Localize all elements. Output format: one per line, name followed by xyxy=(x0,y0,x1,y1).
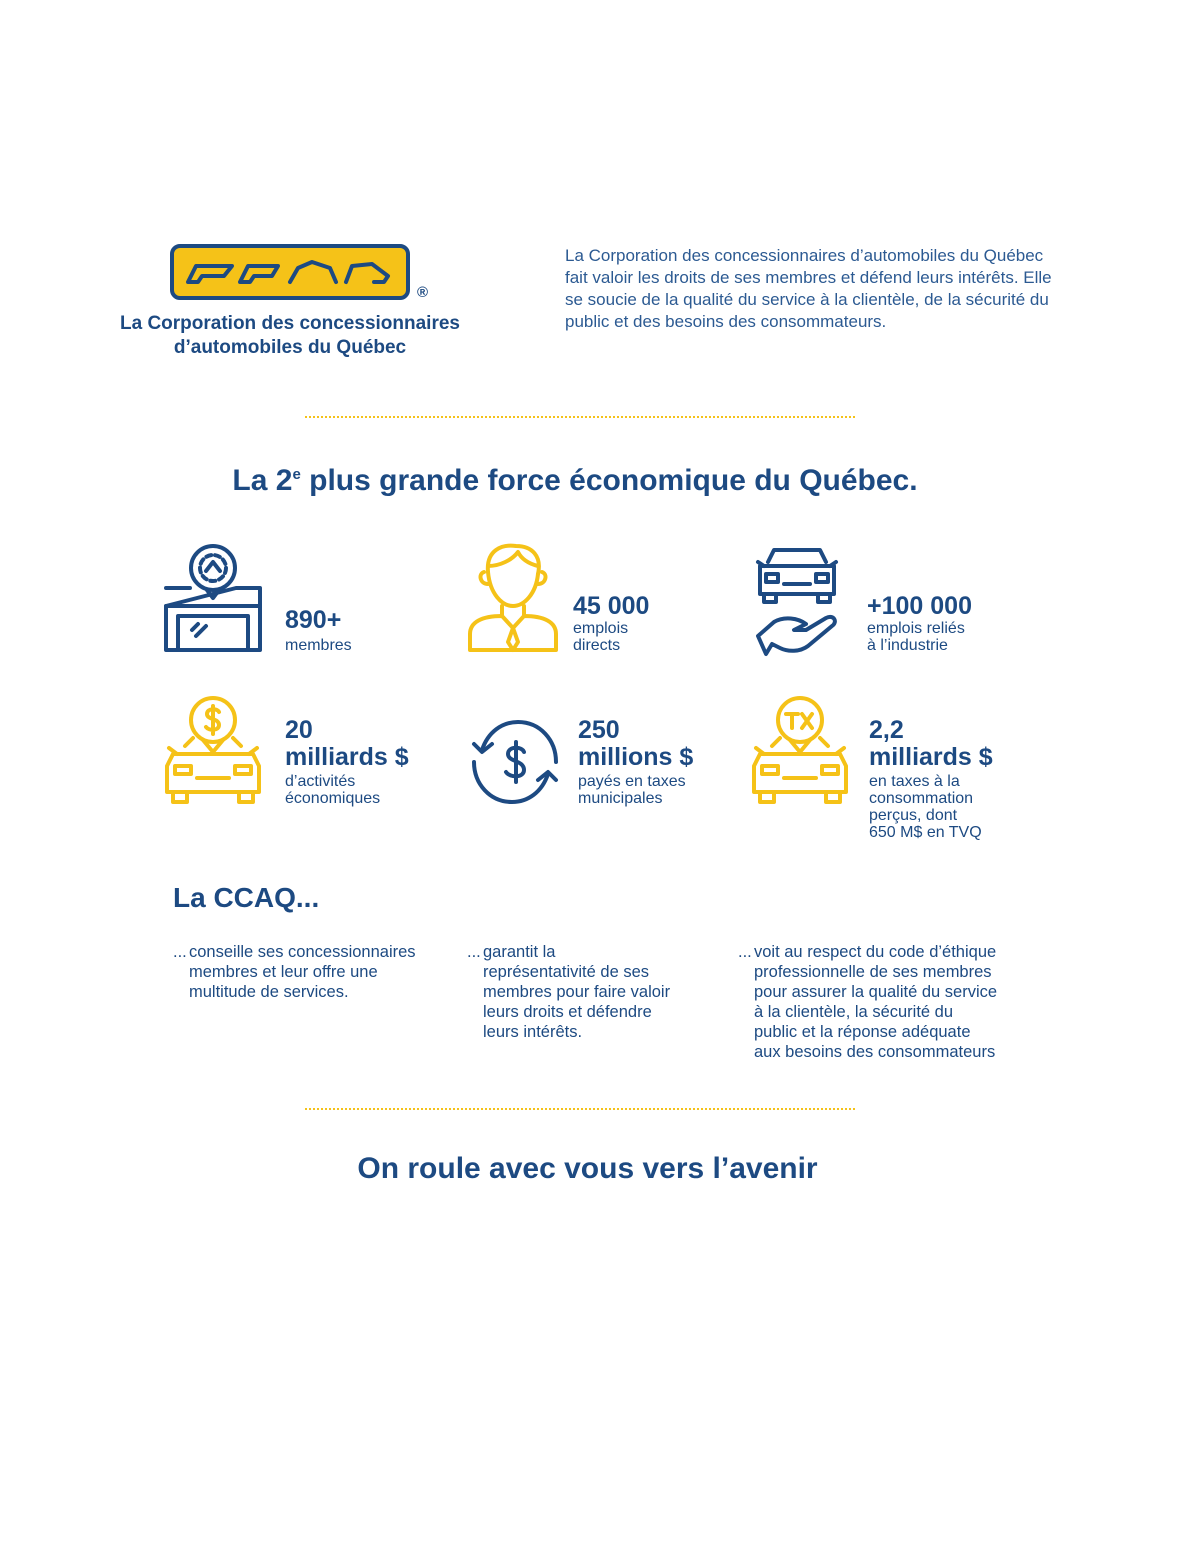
column-line: professionnelle de ses membres xyxy=(754,963,992,981)
car-hand-icon xyxy=(754,544,840,658)
column-line: multitude de services. xyxy=(189,983,349,1001)
stat-label: emplois reliés xyxy=(867,620,965,637)
stat-label: membres xyxy=(285,637,352,654)
headline-superscript: e xyxy=(292,466,301,483)
closing-tagline: On roule avec vous vers l’avenir xyxy=(357,1152,818,1185)
ellipsis-lead: ... xyxy=(173,943,187,961)
ccaq-logo xyxy=(170,244,410,300)
car-dollar-icon xyxy=(163,694,263,806)
dollar-cycle-icon xyxy=(470,718,560,806)
stat-label: directs xyxy=(573,637,621,654)
ccaq-column-1 xyxy=(173,942,463,1022)
stat-label: payés en taxes xyxy=(578,773,686,790)
car-tax-icon xyxy=(750,694,850,806)
stat-value: milliards $ xyxy=(869,743,993,771)
divider-top xyxy=(305,416,855,418)
stat-value: 2,2 xyxy=(869,716,904,744)
column-line: leurs droits et défendre xyxy=(483,1003,652,1021)
column-line: à la clientèle, la sécurité du xyxy=(754,1003,954,1021)
column-text xyxy=(483,942,670,1042)
headline-prefix: La 2 xyxy=(232,464,293,497)
column-line: garantit la xyxy=(483,943,556,961)
column-text xyxy=(189,942,416,1002)
dealership-icon xyxy=(162,540,264,654)
stat-label: emplois xyxy=(573,620,629,637)
stat-value: millions $ xyxy=(578,743,694,771)
registered-mark: ® xyxy=(417,284,429,301)
main-headline xyxy=(0,464,1150,498)
ccaq-column-2 xyxy=(467,942,727,1052)
stat-label: économiques xyxy=(285,790,381,807)
ccaq-section-title: La CCAQ... xyxy=(173,882,320,913)
column-line: pour assurer la qualité du service xyxy=(754,983,998,1001)
column-line: conseille ses concessionnaires xyxy=(189,943,416,961)
ccaq-column-3 xyxy=(738,942,1058,1072)
logo-name-line1: La Corporation des concessionnaires xyxy=(120,313,460,334)
stat-value: 20 xyxy=(285,716,313,744)
column-line: voit au respect du code d’éthique xyxy=(754,943,997,961)
column-line: membres et leur offre une xyxy=(189,963,378,981)
stat-value: 890+ xyxy=(285,606,342,634)
stat-value: 45 000 xyxy=(573,592,650,620)
stat-label: en taxes à la xyxy=(869,773,960,790)
stat-label: perçus, dont xyxy=(869,807,958,824)
stat-value: +100 000 xyxy=(867,592,972,620)
stat-value: 250 xyxy=(578,716,620,744)
headline-suffix: plus grande force économique du Québec. xyxy=(300,464,918,497)
stat-label: à l’industrie xyxy=(867,637,948,654)
divider-bottom xyxy=(305,1108,855,1110)
column-line: aux besoins des consommateurs xyxy=(754,1043,996,1061)
intro-paragraph: La Corporation des concessionnaires d’automobiles du Québec fait valoir les droits de ses membres et défend leurs intérêts. Elle se soucie de la qualité du service à la clientèle, de la sécurité du public et des besoins des consommateurs. xyxy=(565,246,1052,331)
logo-name-line2: d’automobiles du Québec xyxy=(173,337,407,358)
ellipsis-lead: ... xyxy=(467,943,481,961)
column-text xyxy=(754,942,997,1062)
stat-label: 650 M$ en TVQ xyxy=(869,824,982,841)
stat-label: consommation xyxy=(869,790,974,807)
stat-label: municipales xyxy=(578,790,663,807)
column-line: public et la réponse adéquate xyxy=(754,1023,971,1041)
stat-value: milliards $ xyxy=(285,743,409,771)
column-line: membres pour faire valoir xyxy=(483,983,671,1001)
employee-icon xyxy=(466,542,560,654)
cars-outline-icon xyxy=(174,248,406,296)
ellipsis-lead: ... xyxy=(738,943,752,961)
logo-wordmark xyxy=(100,312,480,360)
column-line: leurs intérêts. xyxy=(483,1023,583,1041)
column-line: représentativité de ses xyxy=(483,963,650,981)
stat-label: d’activités xyxy=(285,773,356,790)
